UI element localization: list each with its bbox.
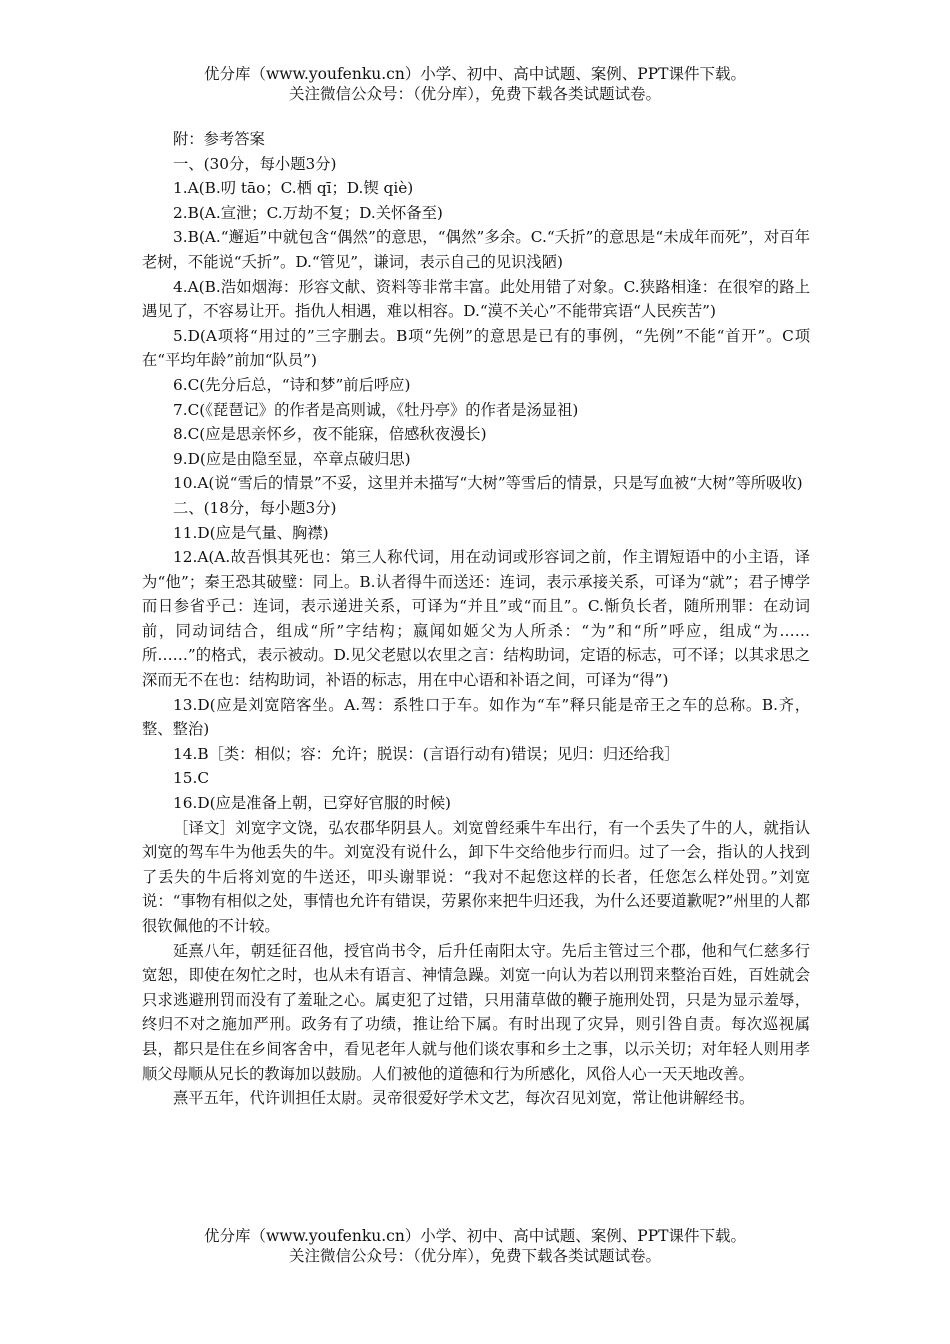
answer-11: 11.D(应是气量、胸襟) [173, 523, 329, 542]
section-heading-one: 一、(30分，每小题3分) [173, 154, 337, 173]
answer-15: 15.C [173, 769, 210, 788]
answer-10: 10.A(说“雪后的情景”不妥，这里并未描写“大树”等雪后的情景，只是写血被“大树”等所吸收) [173, 474, 803, 493]
answer-6: 6.C(先分后总，“诗和梦”前后呼应) [173, 375, 411, 394]
answer-16: 16.D(应是准备上朝，已穿好官服的时候) [173, 794, 451, 813]
footer-line-1: 优分库（www.youfenku.cn）小学、初中、高中试题、案例、PPT课件下载。 [203, 1227, 747, 1245]
answer-9: 9.D(应是由隐至显，卒章点破归思) [173, 449, 411, 468]
answer-12: 12.A(A.故吾惧其死也：第三人称代词，用在动词或形容词之前，作主谓短语中的小主语，译为“他”；秦王恐其破璧：同上。B.认者得牛而送还：连词，表示承接关系，可译为“就”；君子博学而日参省乎己：连词，表示递进关系，可译为“并且”或“而且”。C.惭负长者，随所刑罪：在动词前，同动词结合，组成“所”字结构；嬴闻如姬父为人所杀：“为”和“所”呼应，组成“为……所……”的格式，表示被动。D.见父老慰以农里之言：结构助词，定语的标志，可不译；以其求思之深而无不在也：结构助词，补语的标志，用在中心语和补语之间，可译为“得”) [142, 548, 810, 690]
footer-line-2: 关注微信公众号：（优分库），免费下载各类试题试卷。 [288, 1247, 661, 1265]
answer-13: 13.D(应是刘宽陪客坐。A.驾：系牲口于车。如作为“车”释只能是帝王之车的总称。B.齐，整、整治) [142, 695, 810, 739]
page-footer [0, 1226, 950, 1266]
section-heading-two: 二、(18分，每小题3分) [173, 498, 337, 517]
page-header [0, 64, 950, 104]
answer-8: 8.C(应是思亲怀乡，夜不能寐，倍感秋夜漫长) [173, 425, 487, 444]
answer-2: 2.B(A.宣泄；C.万劫不复；D.关怀备至) [173, 203, 443, 222]
section-title: 附：参考答案 [173, 130, 265, 148]
translation-paragraph-2: 延熹八年，朝廷征召他，授官尚书令，后升任南阳太守。先后主管过三个郡，他和气仁慈多行宽恕，即使在匆忙之时，也从未有语言、神情急躁。刘宽一向认为若以刑罚来整治百姓，百姓就会只求逃避刑罚而没有了羞耻之心。属吏犯了过错，只用蒲草做的鞭子施刑处罚，只是为显示羞辱，终归不对之施加严刑。政务有了功绩，推让给下属。有时出现了灾异，则引咎自责。每次巡视属县，都只是住在乡间客舍中，看见老年人就与他们谈农事和乡土之事，以示关切；对年轻人则用孝顺父母顺从兄长的教诲加以鼓励。人们被他的道德和行为所感化，风俗人心一天天地改善。 [142, 941, 810, 1083]
answer-5: 5.D(A项将“用过的”三字删去。B项“先例”的意思是已有的事例，“先例”不能“首开”。C项在“平均年龄”前加“队员”) [142, 326, 810, 370]
header-line-1: 优分库（www.youfenku.cn）小学、初中、高中试题、案例、PPT课件下载。 [203, 65, 747, 83]
answer-4: 4.A(B.浩如烟海：形容文献、资料等非常丰富。此处用错了对象。C.狭路相逢：在很窄的路上遇见了，不容易让开。指仇人相遇，难以相容。D.“漠不关心”不能带宾语“人民疾苦”) [142, 277, 810, 321]
answer-key-body [142, 127, 810, 1111]
header-line-2: 关注微信公众号：（优分库），免费下载各类试题试卷。 [288, 85, 661, 103]
answer-7: 7.C(《琵琶记》的作者是高则诚，《牡丹亭》的作者是汤显祖) [173, 400, 579, 419]
answer-3: 3.B(A.“邂逅”中就包含“偶然”的意思，“偶然”多余。C.“夭折”的意思是“未成年而死”，对百年老树，不能说“夭折”。D.“管见”，谦词，表示自己的见识浅陋) [142, 228, 810, 271]
translation-paragraph-1: ［译文］刘宽字文饶，弘农郡华阴县人。刘宽曾经乘牛车出行，有一个丢失了牛的人，就指认刘宽的驾车牛为他丢失的牛。刘宽没有说什么，卸下牛交给他步行而归。过了一会，指认的人找到了丢失的牛后将刘宽的牛送还，叩头谢罪说：“我对不起您这样的长者，任您怎么样处罚。”刘宽说：“事物有相似之处，事情也允许有错误，劳累你来把牛归还我，为什么还要道歉呢?”州里的人都很钦佩他的不计较。 [142, 818, 810, 935]
answer-14: 14.B［类：相似；容：允许；脱误：(言语行动有)错误；见归：归还给我］ [173, 744, 680, 763]
translation-paragraph-3: 熹平五年，代许训担任太尉。灵帝很爱好学术文艺，每次召见刘宽，常让他讲解经书。 [173, 1089, 755, 1108]
answer-1: 1.A(B.叨 tāo；C.栖 qī；D.锲 qiè) [173, 179, 414, 198]
